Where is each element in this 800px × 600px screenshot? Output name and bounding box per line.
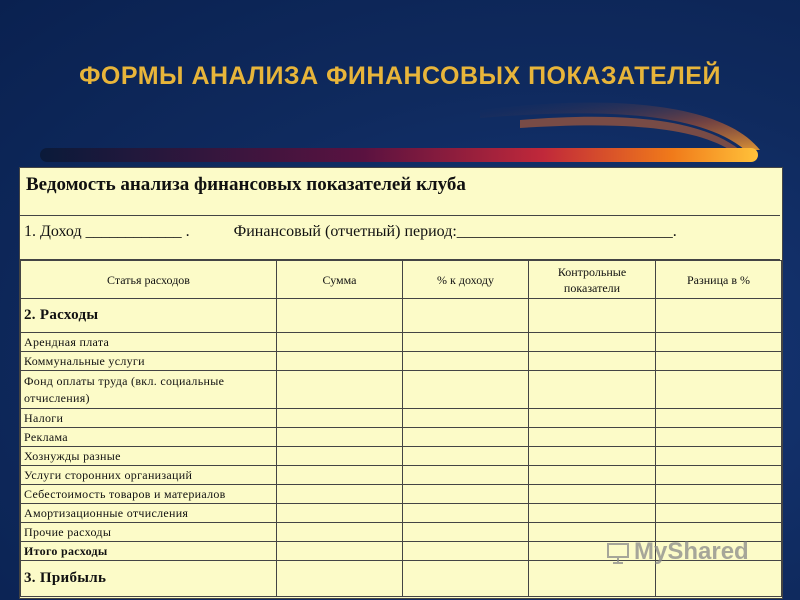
empty-cell[interactable] <box>529 428 656 447</box>
empty-cell[interactable] <box>529 485 656 504</box>
empty-cell[interactable] <box>529 447 656 466</box>
empty-cell[interactable] <box>403 504 529 523</box>
table-row <box>21 352 782 371</box>
row-label: Услуги сторонних организаций <box>21 466 277 485</box>
row-label: Амортизационные отчисления <box>21 504 277 523</box>
table-row <box>21 447 782 466</box>
period-label: Финансовый (отчетный) период:___________________________. <box>233 223 677 240</box>
header-control-indicators: Контрольные показатели <box>529 261 656 299</box>
row-label: 3. Прибыль <box>21 561 277 597</box>
empty-cell[interactable] <box>277 466 403 485</box>
table-row <box>21 371 782 409</box>
table-row <box>21 504 782 523</box>
empty-cell[interactable] <box>403 409 529 428</box>
table-row <box>21 428 782 447</box>
table-row <box>21 485 782 504</box>
empty-cell[interactable] <box>403 466 529 485</box>
row-label: Прочие расходы <box>21 523 277 542</box>
empty-cell[interactable] <box>277 504 403 523</box>
row-label: Себестоимость товаров и материалов <box>21 485 277 504</box>
empty-cell[interactable] <box>656 485 782 504</box>
empty-cell[interactable] <box>403 485 529 504</box>
empty-cell[interactable] <box>529 352 656 371</box>
header-difference: Разница в % <box>656 261 782 299</box>
watermark-text: MyShared <box>634 538 749 565</box>
empty-cell[interactable] <box>529 371 656 409</box>
empty-cell[interactable] <box>277 485 403 504</box>
row-label: Фонд оплаты труда (вкл. социальные отчисления) <box>21 371 277 409</box>
empty-cell[interactable] <box>277 409 403 428</box>
table-row <box>21 409 782 428</box>
empty-cell[interactable] <box>529 409 656 428</box>
row-label: Итого расходы <box>21 542 277 561</box>
empty-cell[interactable] <box>277 371 403 409</box>
empty-cell[interactable] <box>403 561 529 597</box>
empty-cell[interactable] <box>403 299 529 333</box>
empty-cell[interactable] <box>277 523 403 542</box>
empty-cell[interactable] <box>656 504 782 523</box>
row-label: 2. Расходы <box>21 299 277 333</box>
header-expense-item: Статья расходов <box>21 261 277 299</box>
row-label: Налоги <box>21 409 277 428</box>
table-header-row <box>21 261 782 299</box>
empty-cell[interactable] <box>277 542 403 561</box>
empty-cell[interactable] <box>656 352 782 371</box>
analysis-sheet <box>19 167 783 599</box>
empty-cell[interactable] <box>529 333 656 352</box>
empty-cell[interactable] <box>403 428 529 447</box>
row-label: Арендная плата <box>21 333 277 352</box>
empty-cell[interactable] <box>656 371 782 409</box>
empty-cell[interactable] <box>403 523 529 542</box>
empty-cell[interactable] <box>277 299 403 333</box>
empty-cell[interactable] <box>403 352 529 371</box>
empty-cell[interactable] <box>656 409 782 428</box>
row-label: Коммунальные услуги <box>21 352 277 371</box>
empty-cell[interactable] <box>656 447 782 466</box>
empty-cell[interactable] <box>403 447 529 466</box>
header-amount: Сумма <box>277 261 403 299</box>
empty-cell[interactable] <box>403 333 529 352</box>
empty-cell[interactable] <box>656 333 782 352</box>
table-row <box>21 299 782 333</box>
slide-title: ФОРМЫ АНАЛИЗА ФИНАНСОВЫХ ПОКАЗАТЕЛЕЙ <box>79 62 721 90</box>
empty-cell[interactable] <box>529 466 656 485</box>
empty-cell[interactable] <box>656 299 782 333</box>
table-row <box>21 466 782 485</box>
row-label: Хознужды разные <box>21 447 277 466</box>
row-label: Реклама <box>21 428 277 447</box>
header-percent-income: % к доходу <box>403 261 529 299</box>
empty-cell[interactable] <box>403 542 529 561</box>
empty-cell[interactable] <box>529 299 656 333</box>
watermark <box>606 538 749 566</box>
empty-cell[interactable] <box>403 371 529 409</box>
empty-cell[interactable] <box>277 333 403 352</box>
income-period-row <box>20 216 780 260</box>
presentation-icon <box>606 541 630 565</box>
empty-cell[interactable] <box>277 352 403 371</box>
empty-cell[interactable] <box>656 428 782 447</box>
empty-cell[interactable] <box>277 428 403 447</box>
empty-cell[interactable] <box>277 561 403 597</box>
empty-cell[interactable] <box>529 504 656 523</box>
empty-cell[interactable] <box>277 447 403 466</box>
table-row <box>21 333 782 352</box>
sheet-title: Ведомость анализа финансовых показателей клуба <box>20 168 780 216</box>
empty-cell[interactable] <box>656 466 782 485</box>
income-label: 1. Доход ____________ . <box>24 223 190 240</box>
